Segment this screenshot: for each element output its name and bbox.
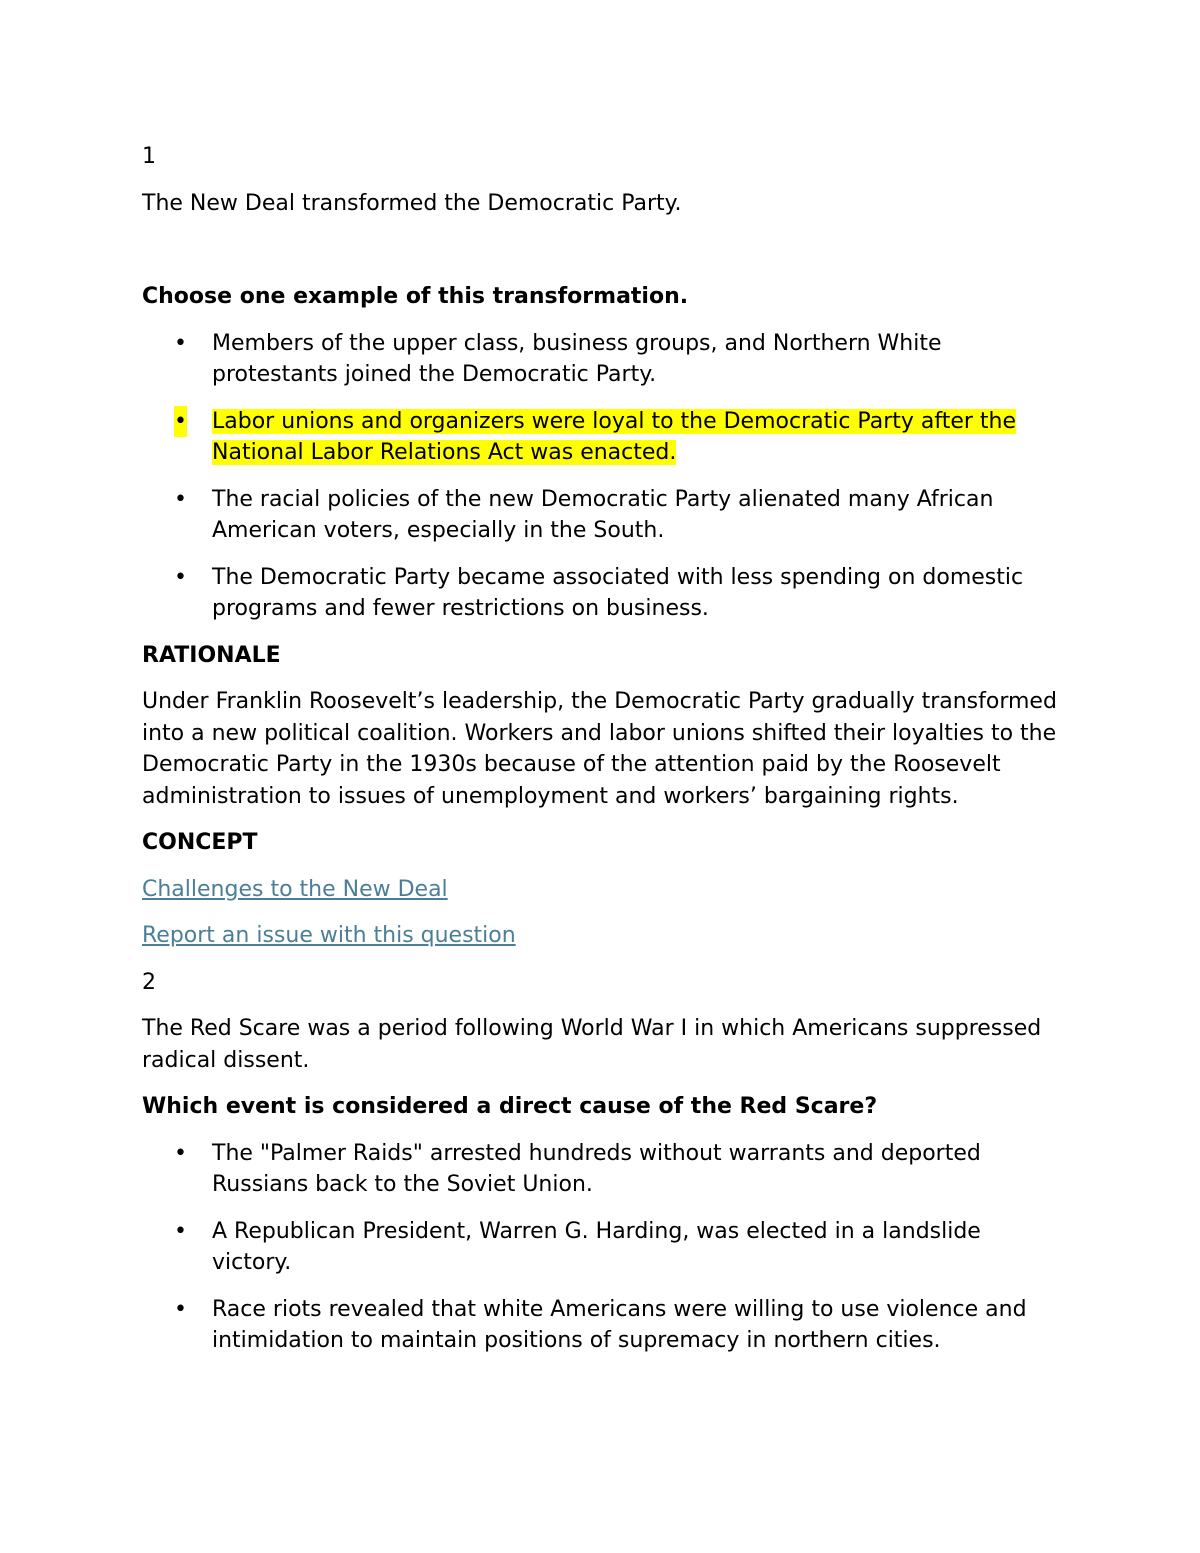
report-issue-link[interactable]: Report an issue with this question: [142, 923, 516, 948]
concept-heading: CONCEPT: [142, 830, 258, 855]
option-text: Race riots revealed that white Americans were willing to use violence and intimidation to maintain positions of supremacy in northern cities.: [212, 1296, 1027, 1353]
bullet-icon: •: [174, 564, 187, 590]
question-1-prompt: Choose one example of this transformation.: [142, 284, 689, 309]
rationale-text: Under Franklin Roosevelt’s leadership, the Democratic Party gradually transformed into a new political coalition. Workers and labor unions shifted their loyalties to the Democratic Party in the 1930s because of the attention paid by the Roosevelt administration to issues of unemployment and workers’ bargaining rights.: [142, 689, 1057, 809]
question-2-option-1: [142, 1138, 1062, 1201]
option-text: A Republican President, Warren G. Harding, was elected in a landslide victory.: [212, 1218, 981, 1275]
bullet-icon: •: [174, 1296, 187, 1322]
question-1-option-2-selected: [142, 406, 1062, 469]
option-text: The "Palmer Raids" arrested hundreds without warrants and deported Russians back to the Soviet Union.: [212, 1140, 981, 1197]
bullet-icon: •: [174, 330, 187, 356]
option-text: The Democratic Party became associated with less spending on domestic programs and fewer restrictions on business.: [212, 564, 1024, 621]
option-text: Members of the upper class, business groups, and Northern White protestants joined the Democratic Party.: [212, 330, 942, 387]
document-page: [142, 141, 1062, 1372]
option-text-highlighted: Labor unions and organizers were loyal to the Democratic Party after the National Labor Relations Act was enacted.: [212, 408, 1017, 465]
spacer: [142, 234, 1062, 281]
bullet-icon: •: [174, 486, 187, 512]
question-1-option-1: [142, 328, 1062, 391]
question-1-number: 1: [142, 144, 156, 169]
question-2-option-3: [142, 1294, 1062, 1357]
question-1-options: [142, 328, 1062, 625]
question-1-option-4: [142, 562, 1062, 625]
option-text: The racial policies of the new Democratic Party alienated many African American voters, especially in the South.: [212, 486, 994, 543]
question-1-statement: The New Deal transformed the Democratic Party.: [142, 190, 682, 216]
rationale-heading: RATIONALE: [142, 642, 281, 668]
bullet-icon: •: [174, 1218, 187, 1244]
concept-link[interactable]: Challenges to the New Deal: [142, 876, 448, 902]
bullet-icon: •: [174, 406, 187, 438]
question-2-prompt: Which event is considered a direct cause of the Red Scare?: [142, 1094, 878, 1119]
question-2-statement: The Red Scare was a period following World War I in which Americans suppressed radical dissent.: [142, 1016, 1042, 1073]
question-2-options: [142, 1138, 1062, 1357]
bullet-icon: •: [174, 1140, 187, 1166]
question-2-option-2: [142, 1216, 1062, 1279]
question-2-number: 2: [142, 969, 156, 995]
question-1-option-3: [142, 484, 1062, 547]
